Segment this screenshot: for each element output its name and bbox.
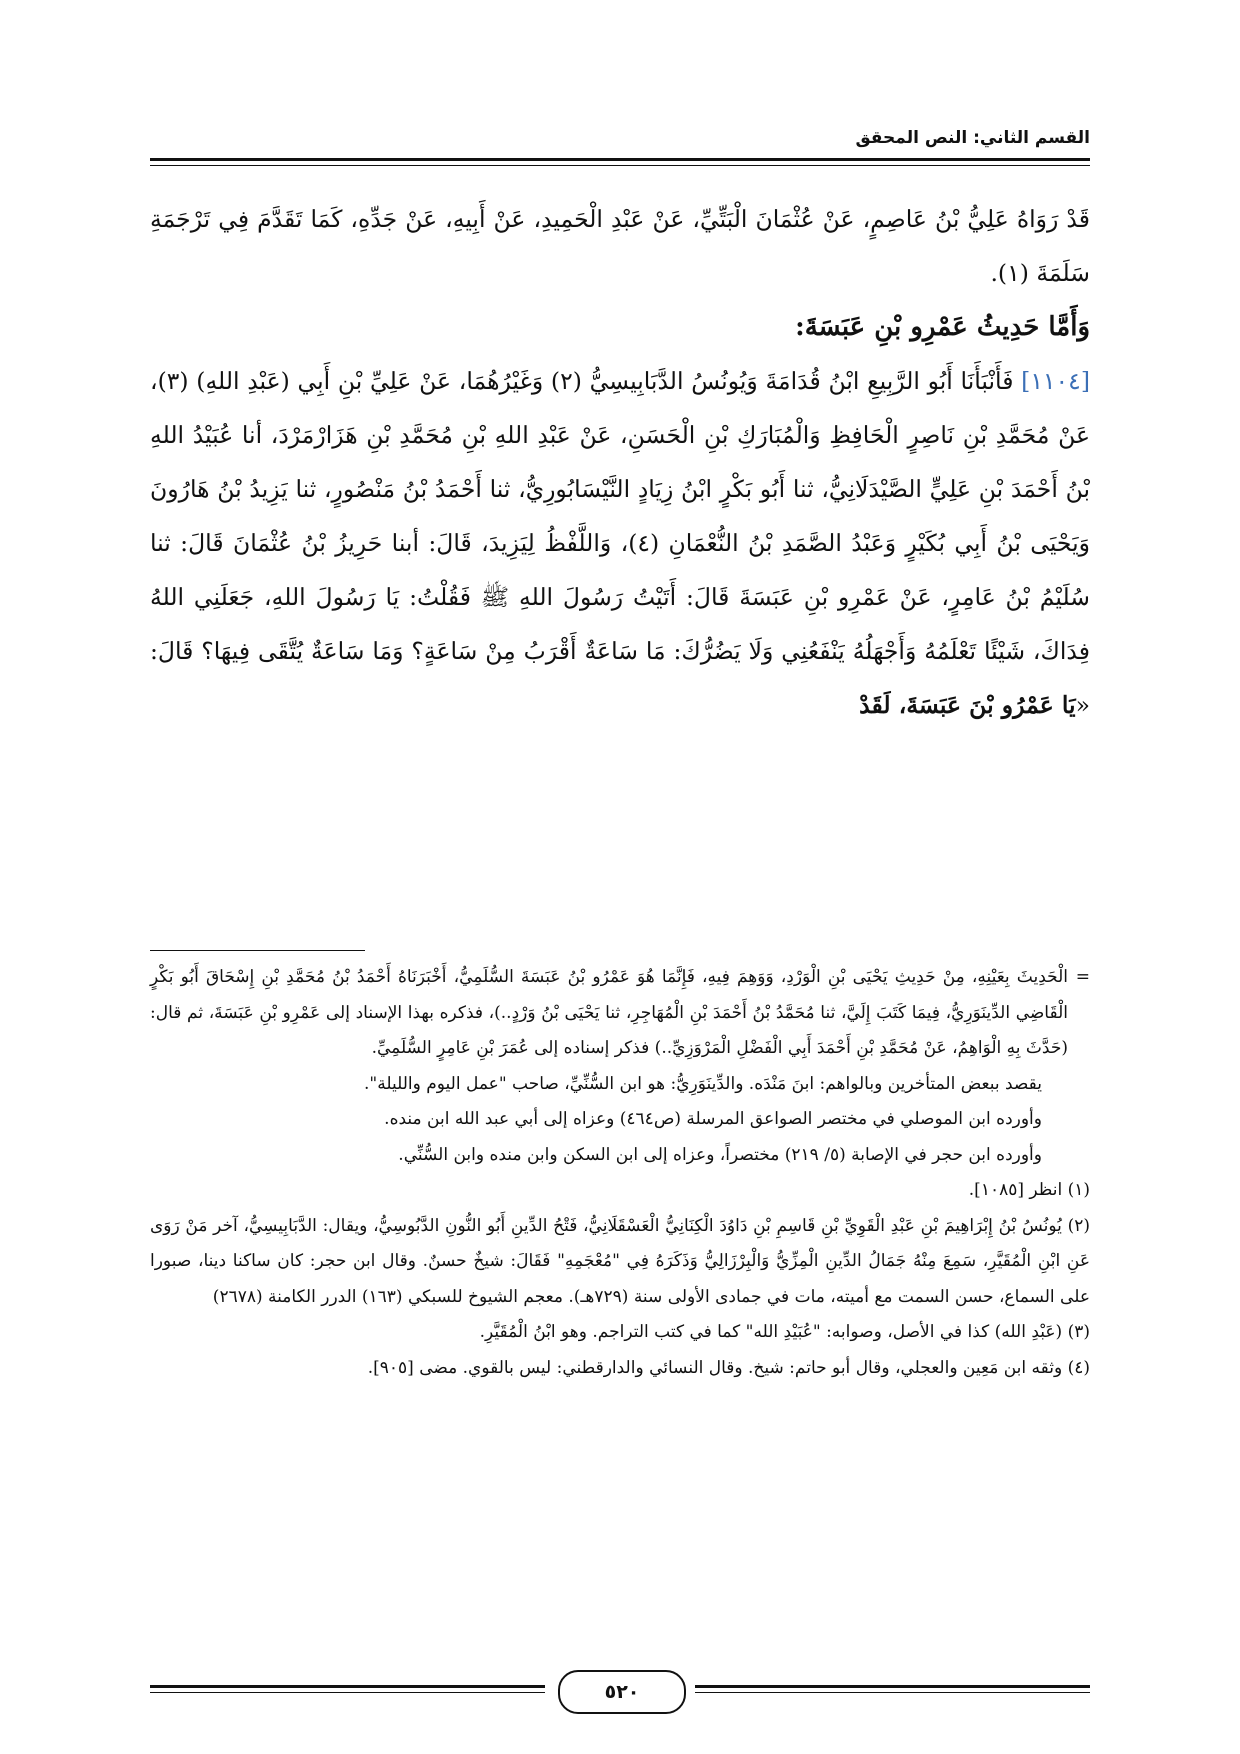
page-number: ٥٢٠ [558, 1670, 686, 1714]
hadith-number: [١١٠٤] [1021, 367, 1090, 395]
footnote-remark: وأورده ابن الموصلي في مختصر الصواعق المرسلة (ص٤٦٤) وعزاه إلى أبي عبد الله ابن منده. [384, 1109, 1042, 1129]
header-rule-thin [150, 165, 1090, 166]
footnote-remark: يقصد ببعض المتأخرين وبالواهم: ابنَ مَنْدَه. والدِّينَوَرِيُّ: هو ابن السُّنِّيِّ، صاحب "عمل اليوم والليلة". [364, 1073, 1042, 1094]
hadith-paragraph [150, 354, 1090, 732]
running-title: القسم الثاني: النص المحقق [855, 128, 1090, 148]
header-rule [150, 158, 1090, 161]
footnote-continuation: = الْحَدِيثَ بِعَيْنِهِ، مِنْ حَدِيثِ يَحْيَى بْنِ الْوَرْدِ، وَوَهِمَ فِيهِ، فَإِنَّمَا هُوَ عَمْرُو بْنُ عَبَسَةَ السُّلَمِيُّ، أَخْبَرَنَاهُ أَحْمَدُ بْنُ مُحَمَّدِ بْنِ إِسْحَاقَ أَبُو بَكْرٍ الْقَاضِي الدِّينَوَرِيُّ، فِيمَا كَتَبَ إِلَيَّ، ثنا مُحَمَّدُ بْنُ أَحْمَدَ بْنِ الْمُهَاجِرِ، ثنا يَحْيَى بْنُ وَرْدٍ..)، فذكره بهذا الإسناد إلى عَمْرِو بْنِ عَبَسَةَ، ثم قال: (حَدَّثَ بِهِ الْوَاهِمُ، عَنْ مُحَمَّدِ بْنِ أَحْمَدَ أَبِي الْفَضْلِ الْمَرْوَزِيِّ..) فذكر إسناده إلى عُمَرَ بْنِ عَامِرٍ السُّلَمِيِّ. [150, 960, 1090, 1067]
footnotes [150, 960, 1090, 1386]
footer-rule [695, 1685, 1090, 1688]
footnote-separator [150, 950, 365, 951]
paragraph: قَدْ رَوَاهُ عَلِيُّ بْنُ عَاصِمٍ، عَنْ عُثْمَانَ الْبَتِّيِّ، عَنْ عَبْدِ الْحَمِيدِ، عَنْ أَبِيهِ، عَنْ جَدِّهِ، كَمَا تَقَدَّمَ فِي تَرْجَمَةِ سَلَمَةَ (١). [150, 205, 1090, 287]
footnote-2: (٢) يُونُسُ بْنُ إِبْرَاهِيمَ بْنِ عَبْدِ الْقَوِيِّ بْنِ قَاسِمِ بْنِ دَاوُدَ الْكِنَانِيُّ الْعَسْقَلَانِيُّ، فَتْحُ الدِّينِ أَبُو النُّونِ الدَّبُوسِيُّ، ويقال: الدَّبَابِيسِيُّ، آخر مَنْ رَوَى عَنِ ابْنِ الْمُقَيَّرِ، سَمِعَ مِنْهُ جَمَالُ الدِّينِ الْمِزِّيُّ وَالْبِرْزَالِيُّ وَذَكَرَهُ فِي "مُعْجَمِهِ" فَقَالَ: شيخٌ حسنٌ. وقال ابن حجر: كان ساكنا دينا، صبورا على السماع، حسن السمت مع أميته، مات في جمادى الأولى سنة (٧٢٩هـ). معجم الشيوخ للسبكي (١٦٣) الدرر الكامنة (٢٦٧٨) [150, 1215, 1090, 1307]
main-text [150, 192, 1090, 732]
footnote-4: (٤) وثقه ابن مَعِين والعجلي، وقال أبو حاتم: شيخ. وقال النسائي والدارقطني: ليس بالقوي. مضى [٩٠٥]. [367, 1357, 1090, 1378]
footer-rule-thin [695, 1692, 1090, 1693]
hadith-text: فَأَنْبَأَنَا أَبُو الرَّبِيعِ ابْنُ قُدَامَةَ وَيُونُسُ الدَّبَابِيسِيُّ (٢) وَغَيْرُهُمَا، عَنْ عَلِيِّ بْنِ أَبِي (عَبْدِ اللهِ) (٣)، عَنْ مُحَمَّدِ بْنِ نَاصِرٍ الْحَافِظِ وَالْمُبَارَكِ بْنِ الْحَسَنِ، عَنْ عَبْدِ اللهِ بْنِ مُحَمَّدِ بْنِ هَزَارْمَرْدَ، أنا عُبَيْدُ اللهِ بْنُ أَحْمَدَ بْنِ عَلِيٍّ الصَّيْدَلَانِيُّ، ثنا أَبُو بَكْرٍ ابْنُ زِيَادٍ النَّيْسَابُورِيُّ، ثنا أَحْمَدُ بْنُ مَنْصُورٍ، ثنا يَزِيدُ بْنُ هَارُونَ وَيَحْيَى بْنُ أَبِي بُكَيْرٍ وَعَبْدُ الصَّمَدِ بْنُ النُّعْمَانِ (٤)، وَاللَّفْظُ لِيَزِيدَ، قَالَ: أبنا حَرِيزُ بْنُ عُثْمَانَ قَالَ: ثنا سُلَيْمُ بْنُ عَامِرٍ، عَنْ عَمْرِو بْنِ عَبَسَةَ قَالَ: أَتَيْتُ رَسُولَ اللهِ ﷺ فَقُلْتُ: يَا رَسُولَ اللهِ، جَعَلَنِي اللهُ فِدَاكَ، شَيْئًا تَعْلَمُهُ وَأَجْهَلُهُ يَنْفَعُنِي وَلَا يَضُرُّكَ: مَا سَاعَةٌ أَقْرَبُ مِنْ سَاعَةٍ؟ وَمَا سَاعَةٌ يُتَّقَى فِيهَا؟ قَالَ: « [150, 367, 1090, 719]
footnote-3: (٣) (عَبْدِ الله) كذا في الأصل، وصوابه: "عُبَيْدِ الله" كما في كتب التراجم. وهو ابْنُ الْمُقَيَّرِ. [479, 1322, 1090, 1342]
footnote-1: (١) انظر [١٠٨٥]. [968, 1180, 1090, 1200]
footer-rule-thin [150, 1692, 545, 1693]
hadith-bold-text: يَا عَمْرُو بْنَ عَبَسَةَ، لَقَدْ [859, 691, 1076, 719]
footnote-remark: وأورده ابن حجر في الإصابة (٥/ ٢١٩) مختصراً، وعزاه إلى ابن السكن وابن منده وابن السُّنِّي. [398, 1144, 1042, 1165]
footer-rule [150, 1685, 545, 1688]
section-heading: وَأَمَّا حَدِيثُ عَمْرِو بْنِ عَبَسَةَ: [795, 312, 1090, 342]
